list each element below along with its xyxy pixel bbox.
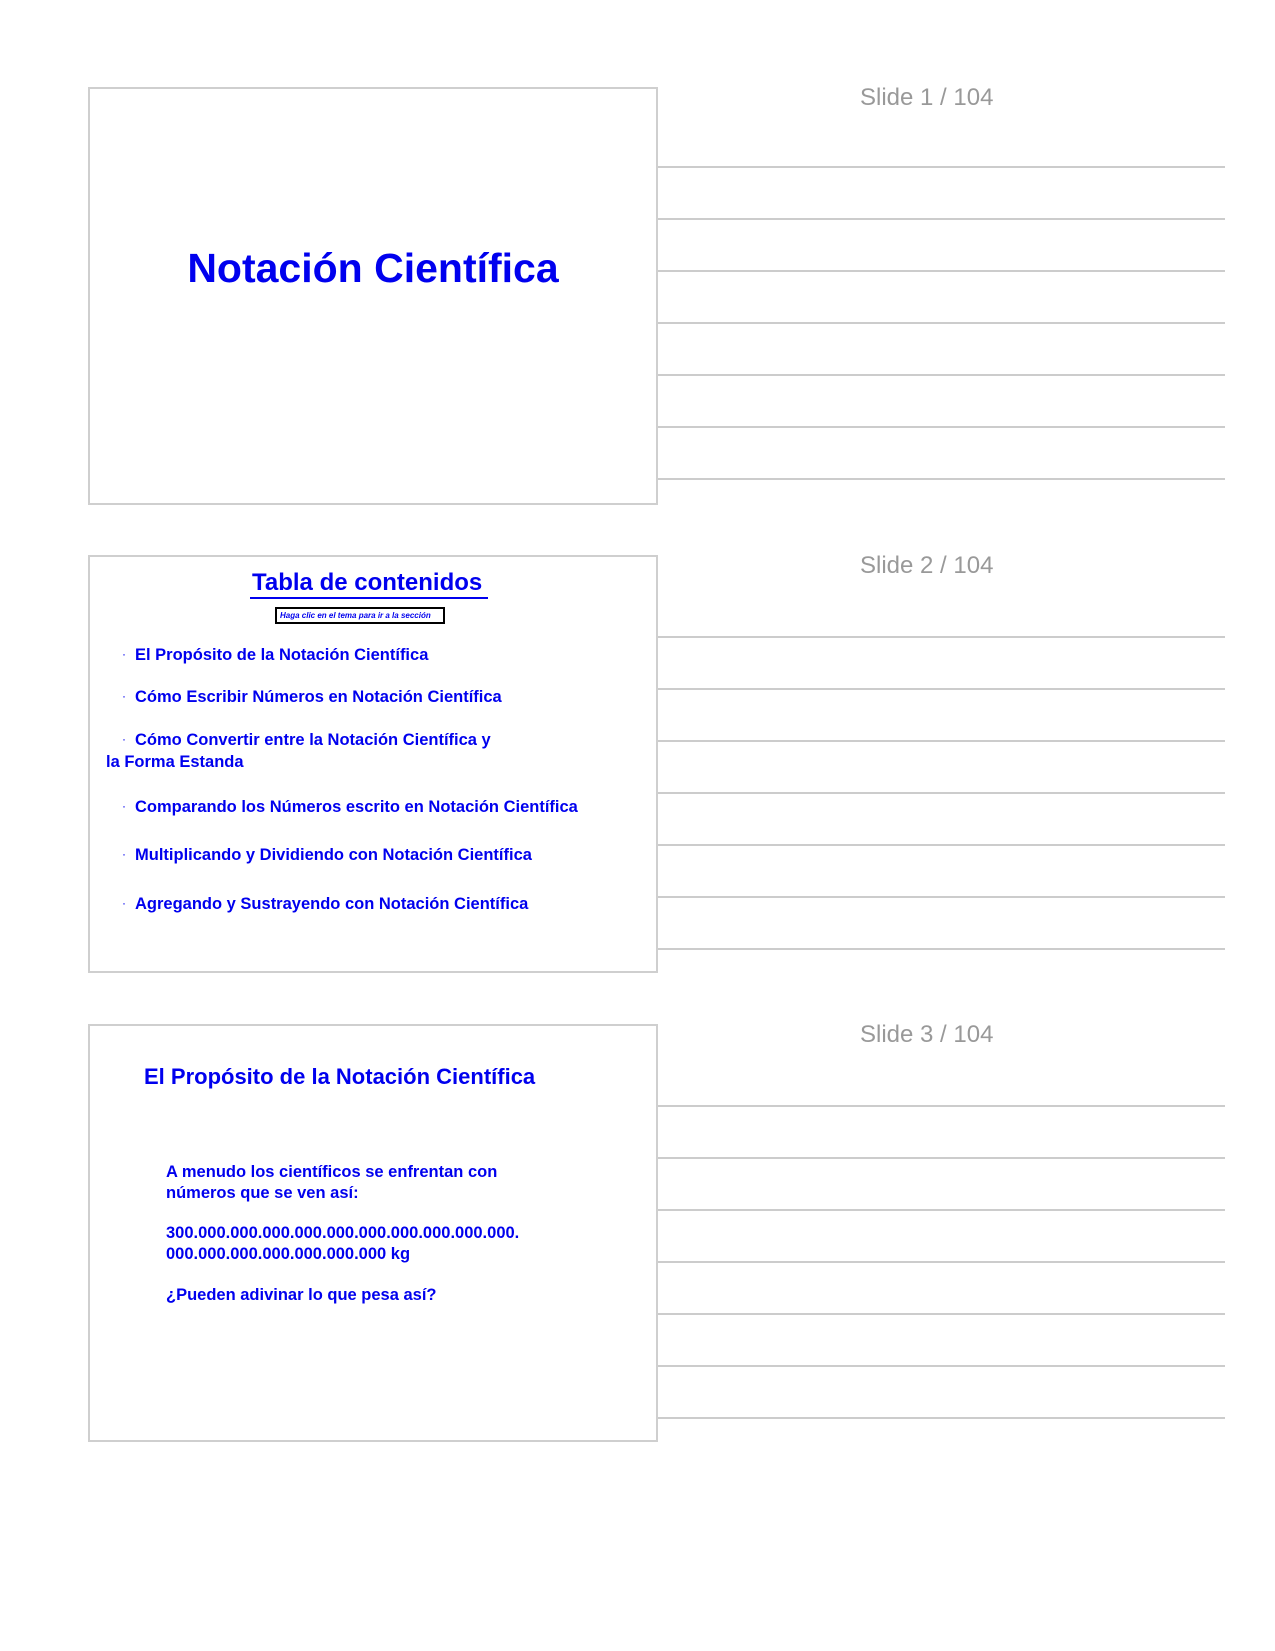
note-line [658,1105,1225,1107]
toc-item-label: Comparando los Números escrito en Notación Científica [135,798,578,816]
toc-item-comparing[interactable] [122,795,578,818]
note-line [658,896,1225,898]
slide-3-paragraph-intro [166,1162,497,1204]
toc-hint-box: Haga clic en el tema para ir a la sección [275,607,445,624]
toc-item-purpose[interactable] [122,643,428,666]
bullet-icon: · [122,896,126,910]
toc-item-multiplying[interactable] [122,843,532,866]
paragraph-line: números que se ven así: [166,1184,359,1202]
slide-3-paragraph-question [166,1285,437,1306]
note-line [658,1417,1225,1419]
toc-item-label: Cómo Convertir entre la Notación Científica y [135,731,491,749]
note-line [658,218,1225,220]
bullet-icon: · [122,732,126,746]
slide-1-number: Slide 1 / 104 [860,84,994,111]
toc-item-label: Agregando y Sustrayendo con Notación Científica [135,895,529,913]
note-line [658,478,1225,480]
note-line [658,948,1225,950]
slide-1-title: Notación Científica [187,245,559,291]
slide-3-thumbnail [88,1024,658,1442]
slide-3-title: El Propósito de la Notación Científica [144,1064,536,1089]
toc-item-adding[interactable] [122,892,528,915]
note-line [658,688,1225,690]
bullet-icon: · [122,647,126,661]
slide-3-paragraph-number [166,1223,519,1265]
toc-item-label-continued: la Forma Estanda [106,753,244,771]
note-line [658,270,1225,272]
bullet-icon: · [122,847,126,861]
note-line [658,1365,1225,1367]
note-line [658,740,1225,742]
paragraph-line: 000.000.000.000.000.000.000 kg [166,1245,411,1263]
slide-1-thumbnail [88,87,658,505]
note-line [658,1157,1225,1159]
note-line [658,1313,1225,1315]
toc-item-label: Multiplicando y Dividiendo con Notación Científica [135,846,532,864]
toc-item-writing-numbers[interactable] [122,685,502,708]
slide-2-number: Slide 2 / 104 [860,552,994,579]
note-line [658,792,1225,794]
paragraph-line: ¿Pueden adivinar lo que pesa así? [166,1286,437,1304]
toc-title[interactable]: Tabla de contenidos [250,569,488,599]
note-line [658,636,1225,638]
note-line [658,844,1225,846]
toc-item-label: El Propósito de la Notación Científica [135,646,429,664]
bullet-icon: · [122,799,126,813]
paragraph-line: A menudo los científicos se enfrentan con [166,1163,498,1181]
note-line [658,1261,1225,1263]
slide-3-number: Slide 3 / 104 [860,1021,994,1048]
toc-item-label: Cómo Escribir Números en Notación Científica [135,688,502,706]
note-line [658,1209,1225,1211]
toc-item-converting[interactable] [106,728,491,773]
note-line [658,322,1225,324]
note-line [658,166,1225,168]
note-line [658,374,1225,376]
bullet-icon: · [122,689,126,703]
slide-2-thumbnail [88,555,658,973]
note-line [658,426,1225,428]
paragraph-line: 300.000.000.000.000.000.000.000.000.000.000. [166,1224,520,1242]
